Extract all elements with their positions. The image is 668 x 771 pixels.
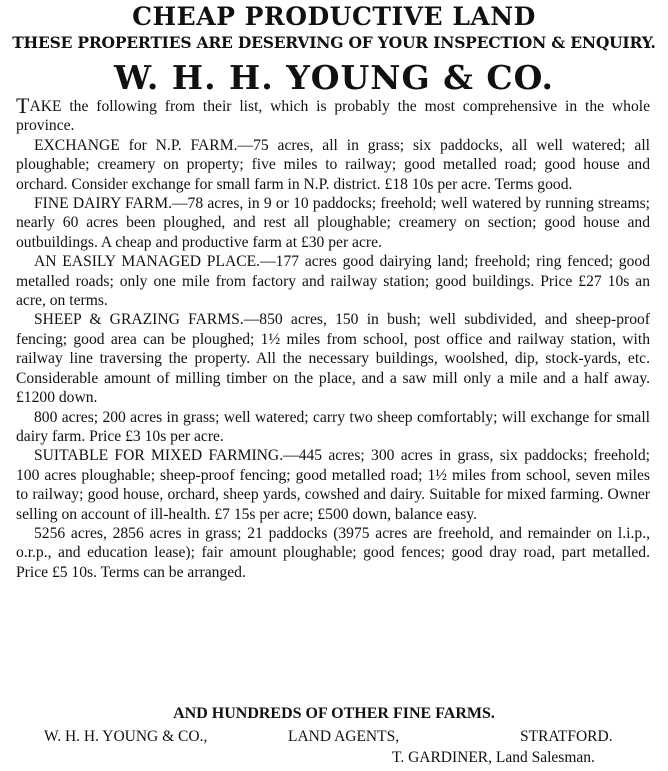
listing-exchange-np-farm: EXCHANGE for N.P. FARM.—75 acres, all in grass; six paddocks, all well watered; all ploughable; creamery on property; five miles to railway; good metalled road; good house and orchard. Consider exchange for small farm in N.P. district. £18 10s per acre. Terms good. [16, 136, 650, 193]
intro-paragraph [16, 93, 650, 136]
ad-title: CHEAP PRODUCTIVE LAND [132, 2, 536, 31]
listing-easily-managed-place: AN EASILY MANAGED PLACE.—177 acres good dairying land; freehold; ring fenced; good metalled roads; only one mile from factory and railway station; good buildings. Price £27 10s an acre, on terms. [16, 253, 650, 310]
firm-name: W. H. H. YOUNG & CO. [114, 58, 554, 97]
listing-5256-acres: 5256 acres, 2856 acres in grass; 21 paddocks (3975 acres are freehold, and remainder on l.i.p., o.r.p., and education lease); fair amount ploughable; good fences; good dray road, part metalled. Price £5 10s. Terms can be arranged. [16, 524, 650, 581]
ad-subtitle: THESE PROPERTIES ARE DESERVING OF YOUR INSPECTION & ENQUIRY. [12, 33, 656, 52]
footer-town: STRATFORD. [520, 728, 613, 745]
footer-role: LAND AGENTS, [288, 728, 400, 745]
intro-text: AKE the following from their list, which is probably the most comprehensive in the whole province. [16, 98, 650, 135]
drop-letter: T [16, 93, 30, 118]
listings-body [16, 93, 650, 582]
footer-headline: AND HUNDREDS OF OTHER FINE FARMS. [173, 705, 495, 722]
footer-firm: W. H. H. YOUNG & CO., [44, 728, 208, 745]
listing-800-acres: 800 acres; 200 acres in grass; well watered; carry two sheep comfortably; will exchange for small dairy farm. Price £3 10s per acre. [16, 408, 650, 445]
listing-fine-dairy-farm: FINE DAIRY FARM.—78 acres, in 9 or 10 paddocks; freehold; well watered by running streams; nearly 60 acres been ploughed, and rest all ploughable; creamery on section; good house and outbuildings. A cheap and productive farm at £30 per acre. [16, 195, 650, 251]
listing-mixed-farming: SUITABLE FOR MIXED FARMING.—445 acres; 300 acres in grass, six paddocks; freehold; 100 acres ploughable; sheep-proof fencing; good metalled road; 1½ miles from school, seven miles to railway; good house, orchard, sheep yards, cowshed and dairy. Suitable for mixed farming. Owner selling on account of ill-health. £7 15s per acre; £500 down, balance easy. [16, 447, 650, 523]
footer-salesman: T. GARDINER, Land Salesman. [392, 749, 595, 766]
listing-sheep-grazing-farms: SHEEP & GRAZING FARMS.—850 acres, 150 in bush; well subdivided, and sheep-proof fencing; good area can be ploughed; 1½ miles from school, post office and railway station, with railway line traversing the property. All the necessary buildings, woolshed, dip, stock-yards, etc. Considerable amount of milling timber on the place, and a saw mill only a mile and a half away. £1200 down. [16, 311, 650, 407]
